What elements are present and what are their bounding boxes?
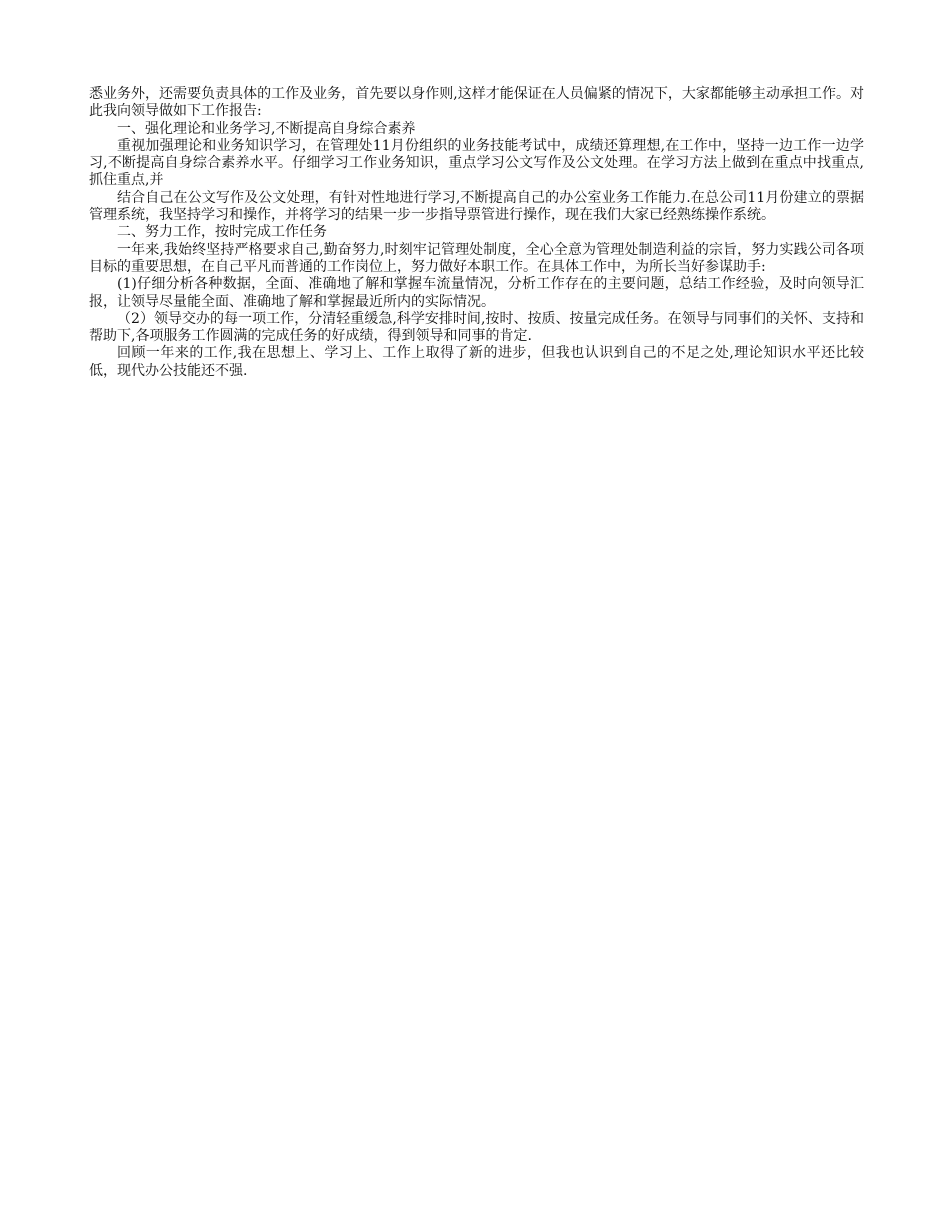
body-paragraph: 结合自己在公文写作及公文处理，有针对性地进行学习,不断提高自己的办公室业务工作能力.在总公司11月份建立的票据管理系统，我坚持学习和操作，并将学习的结果一步一步指导票管进行操作，现在我们大家已经熟练操作系统。 bbox=[89, 189, 864, 224]
body-paragraph: 悉业务外，还需要负责具体的工作及业务，首先要以身作则,这样才能保证在人员偏紧的情况下，大家都能够主动承担工作。对此我向领导做如下工作报告: bbox=[89, 86, 864, 120]
section-heading-2: 二、努力工作，按时完成工作任务 bbox=[117, 224, 327, 241]
list-item-2: （2）领导交办的每一项工作，分清轻重缓急,科学安排时间,按时、按质、按量完成任务。在领导与同事们的关怀、支持和帮助下,各项服务工作圆满的完成任务的好成绩，得到领导和同事的肯定. bbox=[89, 310, 864, 345]
body-paragraph: 一年来,我始终坚持严格要求自己,勤奋努力,时刻牢记管理处制度，全心全意为管理处制造利益的宗旨，努力实践公司各项目标的重要思想，在自己平凡而普通的工作岗位上，努力做好本职工作。在具体工作中，为所长当好参谋助手: bbox=[89, 241, 864, 275]
section-heading-1: 一、强化理论和业务学习,不断提高自身综合素养 bbox=[117, 120, 416, 137]
body-paragraph: 重视加强理论和业务知识学习，在管理处11月份组织的业务技能考试中，成绩还算理想,在工作中，坚持一边工作一边学习,不断提高自身综合素养水平。仔细学习工作业务知识，重点学习公文写作及公文处理。在学习方法上做到在重点中找重点,抓住重点,并 bbox=[89, 137, 864, 189]
document-body bbox=[89, 86, 864, 380]
list-item-1: (1)仔细分析各种数据，全面、准确地了解和掌握车流量情况，分析工作存在的主要问题，总结工作经验，及时向领导汇报，让领导尽量能全面、准确地了解和掌握最近所内的实际情况。 bbox=[89, 276, 864, 310]
body-paragraph: 回顾一年来的工作,我在思想上、学习上、工作上取得了新的进步，但我也认识到自己的不足之处,理论知识水平还比较低，现代办公技能还不强. bbox=[89, 345, 864, 379]
